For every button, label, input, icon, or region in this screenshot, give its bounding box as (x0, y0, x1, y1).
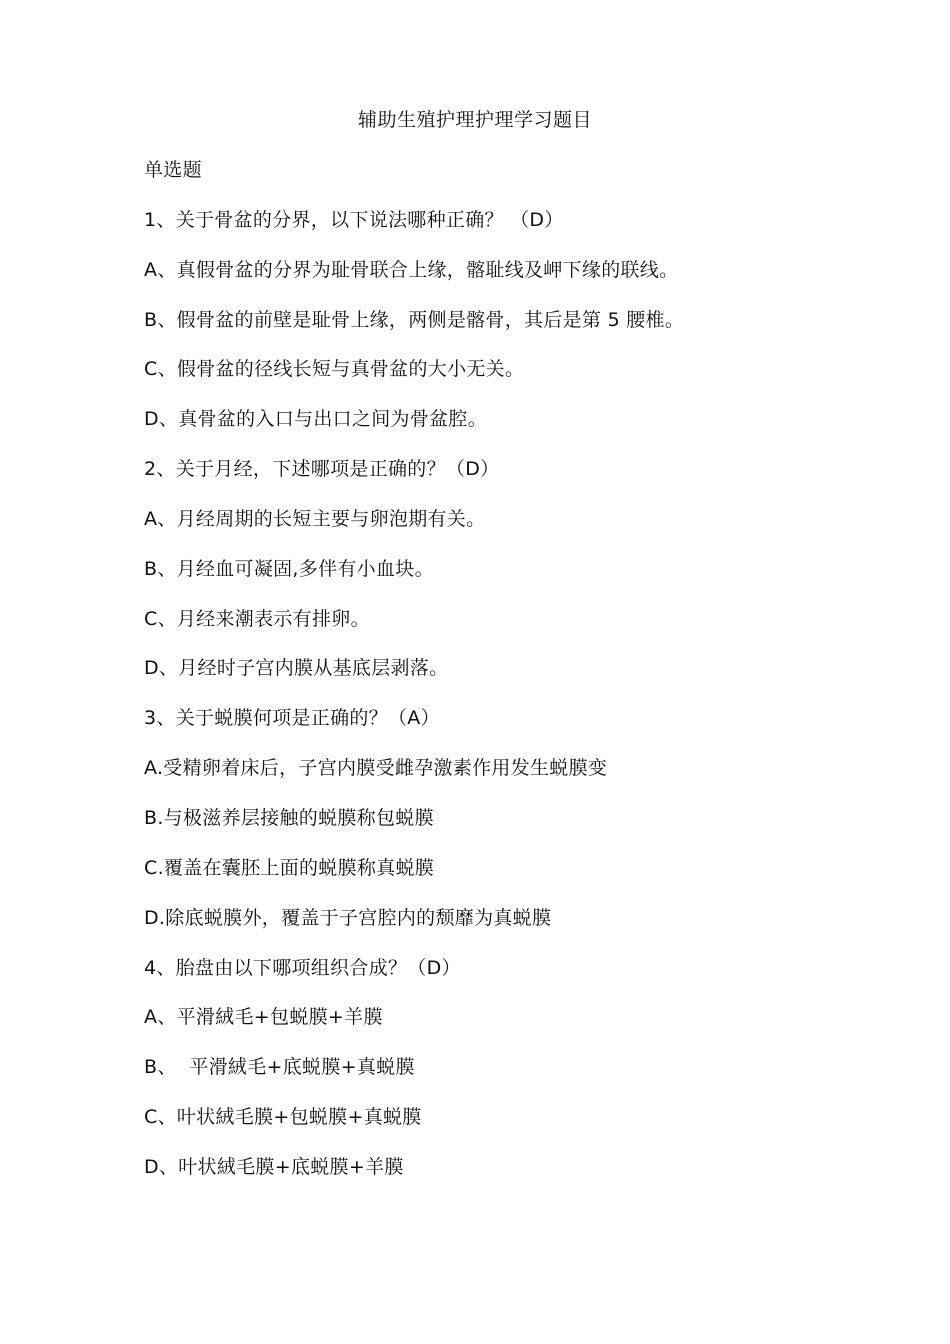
section-heading: 单选题 (144, 159, 202, 181)
option-d: D、月经时子宫内膜从基底层剥落。 (144, 657, 449, 680)
question-4 (144, 955, 844, 1180)
option-d: D.除底蜕膜外，覆盖于子宫腔内的颓靡为真蜕膜 (144, 906, 552, 929)
option-c: C.覆盖在囊胚上面的蜕膜称真蜕膜 (144, 856, 435, 879)
option-a: A.受精卵着床后，子宫内膜受雌孕激素作用发生蜕膜变 (144, 757, 608, 780)
option-d: D、真骨盆的入口与出口之间为骨盆腔。 (144, 408, 488, 431)
option-c: C、假骨盆的径线长短与真骨盆的大小无关。 (144, 358, 525, 381)
question-1 (144, 207, 844, 432)
document-title: 辅助生殖护理护理学习题目 (357, 109, 592, 131)
option-d: D、叶状絨毛膜+底蜕膜+羊膜 (144, 1155, 404, 1178)
option-c: C、月经来潮表示有排卵。 (144, 607, 370, 630)
option-b: B、月经血可凝固,多伴有小血块。 (144, 557, 434, 580)
document-body (144, 157, 844, 1204)
question-3 (144, 705, 844, 930)
option-b: B、假骨盆的前壁是耻骨上缘，两侧是髂骨，其后是第 5 腰椎。 (144, 308, 685, 331)
option-a: A、平滑絨毛+包蜕膜+羊膜 (144, 1006, 383, 1029)
question-stem: 2、关于月经，下述哪项是正确的？（D） (144, 458, 500, 481)
option-b: B、 平滑絨毛+底蜕膜+真蜕膜 (144, 1056, 415, 1079)
option-a: A、真假骨盆的分界为耻骨联合上缘，髂耻线及岬下缘的联线。 (144, 258, 679, 281)
option-b: B.与极滋养层接触的蜕膜称包蜕膜 (144, 806, 434, 829)
option-c: C、叶状絨毛膜+包蜕膜+真蜕膜 (144, 1106, 422, 1129)
option-a: A、月经周期的长短主要与卵泡期有关。 (144, 507, 486, 530)
question-stem: 1、关于骨盆的分界，以下说法哪种正确？ （D） (144, 208, 564, 231)
question-2 (144, 456, 844, 681)
question-stem: 4、胎盘由以下哪项组织合成？（D） (144, 956, 461, 979)
question-stem: 3、关于蜕膜何项是正确的？（A） (144, 707, 440, 730)
